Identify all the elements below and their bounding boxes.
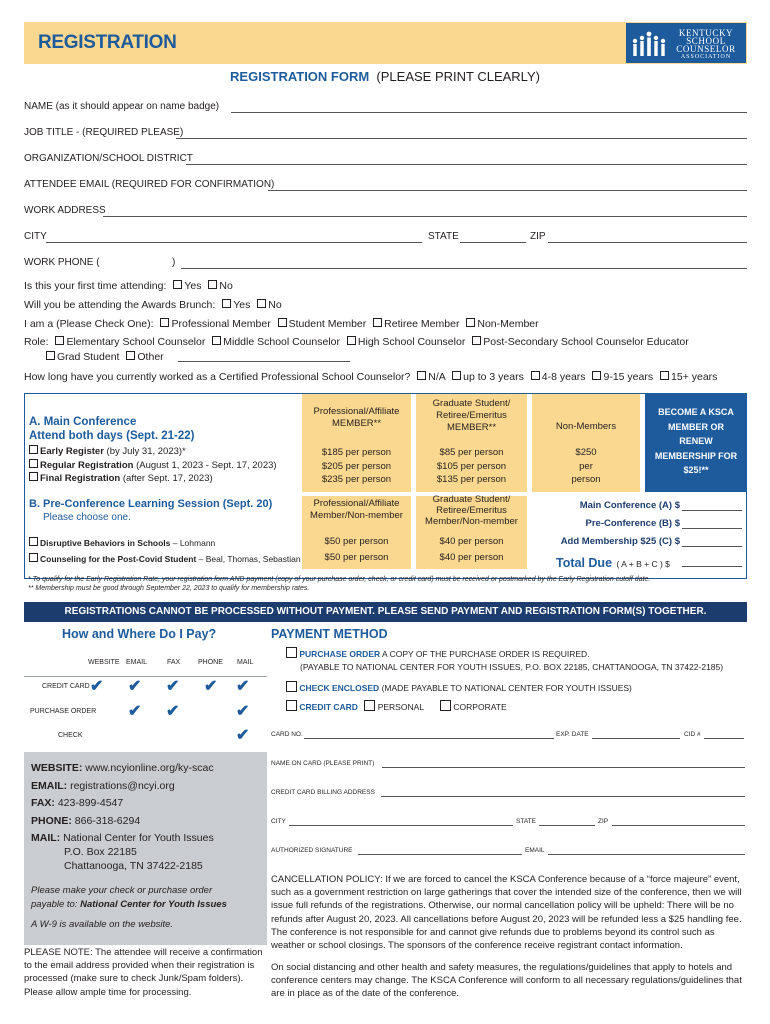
check-mark: ✔ <box>166 678 180 695</box>
check-mark: ✔ <box>236 703 250 720</box>
option-label: Other <box>137 351 164 363</box>
total-field[interactable] <box>682 566 742 567</box>
cc-label: CREDIT CARD <box>299 702 358 712</box>
option-label: N/A <box>428 371 446 383</box>
section-b-subtitle: Please choose one. <box>43 512 131 523</box>
check-mark: ✔ <box>128 703 142 720</box>
purchase-order-option[interactable] <box>286 647 723 674</box>
option-label: No <box>219 280 233 292</box>
total-label: Total Due <box>556 556 613 570</box>
cc-zip-field[interactable] <box>612 825 745 826</box>
website-label: WEBSITE: <box>31 762 83 774</box>
po-text: A COPY OF THE PURCHASE ORDER IS REQUIRED. <box>382 649 590 659</box>
option-label: Grad Student <box>57 351 120 363</box>
section-a-heading <box>29 415 195 443</box>
work-phone-paren: ) <box>172 257 176 268</box>
work-phone-label: WORK PHONE ( <box>24 257 100 268</box>
how-pay-title: How and Where Do I Pay? <box>62 627 217 641</box>
org-field[interactable] <box>186 164 747 165</box>
logo-wordmark <box>670 29 742 61</box>
payable-note <box>31 884 266 932</box>
personal-label: PERSONAL <box>377 702 424 712</box>
job-title-field[interactable] <box>176 138 747 139</box>
option-checkbox[interactable] <box>278 318 287 327</box>
price: $235 per person <box>321 474 392 485</box>
price: $185 per person <box>321 447 392 458</box>
col-phone: PHONE <box>198 659 223 666</box>
exp-label: EXP. DATE <box>556 731 589 738</box>
price: $50 per person <box>324 536 389 547</box>
people-icon <box>630 29 668 59</box>
option-label: 15+ years <box>671 371 718 383</box>
po-label: PURCHASE ORDER <box>299 649 381 659</box>
section-a-subtitle: Attend both days (Sept. 21-22) <box>29 430 195 442</box>
option-note: – Beal, Thomas, Sebastian <box>196 554 301 564</box>
cc-city-field[interactable] <box>289 825 513 826</box>
state-field[interactable] <box>460 242 526 243</box>
option-label: Disruptive Behaviors in Schools <box>40 538 171 548</box>
check-mark: ✔ <box>128 678 142 695</box>
option-label: 4-8 years <box>541 371 586 383</box>
name-field[interactable] <box>231 112 747 113</box>
check-enclosed-option[interactable] <box>286 681 632 693</box>
other-field[interactable] <box>178 361 350 362</box>
ksca-logo <box>626 23 746 63</box>
option-label: Professional Member <box>171 318 271 330</box>
price: $85 per person <box>439 447 504 458</box>
checkbox[interactable] <box>286 700 297 711</box>
disruptive-option[interactable] <box>29 535 301 551</box>
name-on-card-label: NAME ON CARD (PLEASE PRINT) <box>271 760 375 767</box>
option-checkbox[interactable] <box>417 371 426 380</box>
check-label: CHECK ENCLOSED <box>299 683 380 693</box>
option-label: High School Counselor <box>357 336 466 348</box>
payable-line: Please make your check or purchase order <box>31 885 213 896</box>
checkbox[interactable] <box>286 681 297 692</box>
question-text: How long have you currently worked as a Certified Professional School Counselor? <box>24 371 411 383</box>
question-text: I am a (Please Check One): <box>24 318 154 330</box>
check-mark: ✔ <box>236 727 250 744</box>
form-title-sub: (PLEASE PRINT CLEARLY) <box>376 69 540 84</box>
logo-line: COUNSELOR <box>676 44 736 54</box>
fax-number: 423-899-4547 <box>57 797 124 809</box>
option-label: Student Member <box>288 318 367 330</box>
sum-a-field[interactable] <box>682 510 742 511</box>
logo-line: ASSOCIATION <box>680 54 732 60</box>
job-title-label: JOB TITLE - (REQUIRED PLEASE) <box>24 127 184 138</box>
section-a-options <box>29 445 277 486</box>
role-question-line2 <box>46 351 164 363</box>
option-checkbox[interactable] <box>466 318 475 327</box>
distancing-note: On social distancing and other health and safety measures, the regulations/guidelines that apply to hotels and conference centers may change. The KSCA Conference will conform to all necessary regulations/guidelines that are in place as of the date of the conference. <box>271 962 742 1000</box>
cc-email-field[interactable] <box>548 854 745 855</box>
mail-line: National Center for Youth Issues <box>63 832 214 844</box>
phone-label: PHONE: <box>31 814 72 827</box>
personal-checkbox[interactable] <box>364 700 375 711</box>
option-checkbox[interactable] <box>472 336 481 345</box>
org-label: ORGANIZATION/SCHOOL DISTRICT <box>24 153 193 164</box>
cid-field[interactable] <box>704 738 744 739</box>
option-note: (August 1, 2023 - Sept. 17, 2023) <box>136 459 277 471</box>
price: $135 per person <box>436 474 507 485</box>
question-text: Will you be attending the Awards Brunch: <box>24 299 216 311</box>
yes-checkbox[interactable] <box>173 280 182 289</box>
price: person <box>571 474 601 485</box>
cc-state-label: STATE <box>516 818 536 825</box>
confirmation-note: PLEASE NOTE: The attendee will receive a confirmation to the email address provided when their registration is processed (make sure to check Junk/Spam folders). Please allow ample time for processing. <box>24 947 263 998</box>
phone-number: 866-318-6294 <box>74 814 141 827</box>
work-address-label: WORK ADDRESS <box>24 205 106 216</box>
option-checkbox[interactable] <box>592 371 601 380</box>
price: $40 per person <box>439 536 504 547</box>
check-mark: ✔ <box>204 678 218 695</box>
billing-field[interactable] <box>381 796 745 797</box>
cancellation-policy: CANCELLATION POLICY: If we are forced to cancel the KSCA Conference because of a “force majeure” event, such as a government restriction on large gatherings that cover the intended size of the conference, then we will issue full refunds of the registrations. Otherwise, our normal cancellation policy will be upheld: There will be no refunds after August 20, 2023. All cancellations before August 20, 2023 will be refunded less a $25 handling fee. The conference is not responsible for and cannot give refunds due to problems beyond its control such as weather or school closings. The sponsors of the conference receive registrant contact information. <box>271 874 742 952</box>
signature-label: AUTHORIZED SIGNATURE <box>271 847 353 854</box>
no-checkbox[interactable] <box>208 280 217 289</box>
option-label: Post-Secondary School Counselor Educator <box>483 336 689 348</box>
price: $40 per person <box>439 551 504 563</box>
early-option[interactable] <box>29 445 277 459</box>
option-label: Yes <box>184 280 202 292</box>
postcovid-option[interactable] <box>29 551 301 567</box>
banner-title: REGISTRATION <box>38 32 177 53</box>
email-link[interactable]: registrations@ncyi.org <box>70 779 175 792</box>
option-checkbox[interactable] <box>55 336 64 345</box>
option-checkbox[interactable] <box>46 351 55 360</box>
sum-c-field[interactable] <box>682 546 742 547</box>
option-checkbox[interactable] <box>373 318 382 327</box>
footnote-membership: ** Membership must be good through September 22, 2023 to qualify for membership rates. <box>28 585 310 592</box>
option-label: Retiree Member <box>384 318 460 330</box>
option-label: Regular Registration <box>40 459 134 471</box>
signature-field[interactable] <box>358 854 522 855</box>
option-checkbox[interactable] <box>660 371 669 380</box>
price: $250 <box>575 447 597 458</box>
option-checkbox[interactable] <box>212 336 221 345</box>
corporate-label: CORPORATE <box>453 702 507 712</box>
form-title <box>0 69 770 84</box>
w9-note: A W-9 is available on the website. <box>31 919 174 930</box>
col-email: EMAIL <box>126 659 148 666</box>
billing-label: CREDIT CARD BILLING ADDRESS <box>271 789 375 796</box>
work-phone-field[interactable] <box>181 268 747 269</box>
option-label: Early Register <box>40 446 104 457</box>
question-text: Is this your first time attending: <box>24 280 167 292</box>
sum-b-field[interactable] <box>682 528 742 529</box>
sum-c-label: Add Membership $25 (C) $ <box>560 536 680 547</box>
price: $205 per person <box>321 460 392 472</box>
yes-checkbox[interactable] <box>222 299 231 308</box>
payable-name: National Center for Youth Issues <box>80 899 227 910</box>
section-b-options <box>29 535 301 567</box>
row-credit-card: CREDIT CARD <box>42 683 90 690</box>
logo-line: KENTUCKY <box>678 28 734 38</box>
option-label: Middle School Counselor <box>223 336 340 348</box>
price: $105 per person <box>436 460 507 472</box>
payment-method-title: PAYMENT METHOD <box>271 627 388 641</box>
contact-info <box>31 760 263 873</box>
option-checkbox[interactable] <box>531 371 540 380</box>
city-field[interactable] <box>46 242 422 243</box>
price: $50 per person <box>324 551 389 563</box>
row-check: CHECK <box>58 732 83 739</box>
website-link[interactable]: www.ncyionline.org/ky-scac <box>85 762 214 774</box>
prof-header: Professional/Affiliate MEMBER** <box>313 406 400 429</box>
option-checkbox[interactable] <box>347 336 356 345</box>
option-checkbox[interactable] <box>160 318 169 327</box>
check-text: (MADE PAYABLE TO NATIONAL CENTER FOR YOUTH ISSUES) <box>381 683 632 693</box>
membership-header: BECOME A KSCA MEMBER OR RENEW MEMBERSHIP FOR $25!** <box>654 407 738 475</box>
logo-line: SCHOOL <box>686 36 726 46</box>
check-mark: ✔ <box>166 703 180 720</box>
non-header: Non-Members <box>555 421 617 432</box>
price: per <box>579 460 593 472</box>
option-note: – Lohmann <box>170 538 216 548</box>
b-grad-header: Graduate Student/ Retiree/Emeritus Member/Non-member <box>425 494 518 527</box>
iam-question <box>24 318 539 330</box>
email-label: EMAIL: <box>31 779 68 792</box>
option-label: 9-15 years <box>603 371 654 383</box>
payment-warning-bar: REGISTRATIONS CANNOT BE PROCESSED WITHOUT PAYMENT. PLEASE SEND PAYMENT AND REGISTRATION FORM(S) TOGETHER. <box>24 602 747 622</box>
grad-header: Graduate Student/ Retiree/Emeritus MEMBER** <box>432 398 511 433</box>
regular-option[interactable] <box>29 459 277 473</box>
card-no-field[interactable] <box>304 738 554 739</box>
b-grad-prices <box>416 534 527 565</box>
email-label: ATTENDEE EMAIL (REQUIRED FOR CONFIRMATION) <box>24 179 275 190</box>
awards-question <box>24 299 282 311</box>
first-time-question <box>24 280 233 292</box>
footnotes <box>28 575 748 593</box>
name-on-card-field[interactable] <box>382 767 745 768</box>
sum-a-label: Main Conference (A) $ <box>579 500 680 511</box>
grad-prices <box>416 446 527 487</box>
row-purchase-order: PURCHASE ORDER <box>30 708 97 715</box>
col-mail: MAIL <box>237 659 254 666</box>
card-no-label: CARD NO. <box>271 731 303 738</box>
mail-line: Chattanooga, TN 37422-2185 <box>64 860 203 872</box>
check-mark: ✔ <box>236 678 250 695</box>
section-a-title: A. Main Conference <box>29 416 137 428</box>
option-note: (by July 31, 2023)* <box>106 446 186 457</box>
email-field[interactable] <box>268 190 747 191</box>
mail-label: MAIL: <box>31 832 61 844</box>
col-fax: FAX <box>167 659 181 666</box>
option-label: Elementary School Counselor <box>66 336 206 348</box>
question-text: Role: <box>24 336 49 348</box>
mail-line: P.O. Box 22185 <box>64 846 137 858</box>
option-label: Non-Member <box>477 318 539 330</box>
option-note: (after Sept. 17, 2023) <box>122 473 213 484</box>
payable-line: payable to: <box>31 899 78 910</box>
checkbox[interactable] <box>286 647 297 658</box>
check-mark: ✔ <box>90 678 104 695</box>
corporate-checkbox[interactable] <box>440 700 451 711</box>
option-checkbox[interactable] <box>126 351 135 360</box>
form-title-main: REGISTRATION FORM <box>230 69 370 84</box>
zip-field[interactable] <box>548 242 747 243</box>
name-label: NAME (as it should appear on name badge) <box>24 101 220 112</box>
final-option[interactable] <box>29 472 277 486</box>
credit-card-option[interactable] <box>286 700 507 712</box>
total-due <box>556 554 670 572</box>
work-address-field[interactable] <box>103 216 747 217</box>
cc-zip-label: ZIP <box>598 818 609 825</box>
cid-label: CID # <box>684 731 701 738</box>
option-label: No <box>268 299 282 311</box>
col-website: WEBSITE <box>88 659 120 666</box>
option-label: up to 3 years <box>463 371 524 383</box>
cc-state-field[interactable] <box>539 825 595 826</box>
b-prof-header: Professional/Affiliate Member/Non-member <box>310 498 403 521</box>
prof-prices <box>302 446 411 487</box>
cc-city-label: CITY <box>271 818 286 825</box>
pay-matrix <box>24 646 267 750</box>
exp-field[interactable] <box>592 738 680 739</box>
option-checkbox[interactable] <box>452 371 461 380</box>
state-label: STATE <box>428 231 459 242</box>
b-prof-prices <box>302 534 411 565</box>
option-label: Counseling for the Post-Covid Student <box>40 554 197 564</box>
non-prices <box>532 446 640 487</box>
po-text2: (PAYABLE TO NATIONAL CENTER FOR YOUTH ISSUES, P.O. BOX 22185, CHATTANOOGA, TN 37422-2185) <box>300 662 724 672</box>
section-b-title: B. Pre-Conference Learning Session (Sept. 20) <box>29 498 273 510</box>
city-label: CITY <box>24 231 47 242</box>
how-long-question <box>24 371 717 383</box>
footnote-early: * To qualify for the Early Registration Rate, your registration form AND payment (copy of your purchase order, check, or credit card) must be received or postmarked by the Early Registration cutoff date. <box>28 576 651 583</box>
option-label: Final Registration <box>40 473 121 484</box>
sum-b-label: Pre-Conference (B) $ <box>585 518 680 529</box>
total-formula: ( A + B + C ) $ <box>616 559 670 569</box>
cc-email-label: EMAIL <box>525 847 545 854</box>
option-label: Yes <box>233 299 251 311</box>
no-checkbox[interactable] <box>257 299 266 308</box>
role-question <box>24 336 689 348</box>
zip-label: ZIP <box>530 231 546 242</box>
fax-label: FAX: <box>31 797 55 809</box>
